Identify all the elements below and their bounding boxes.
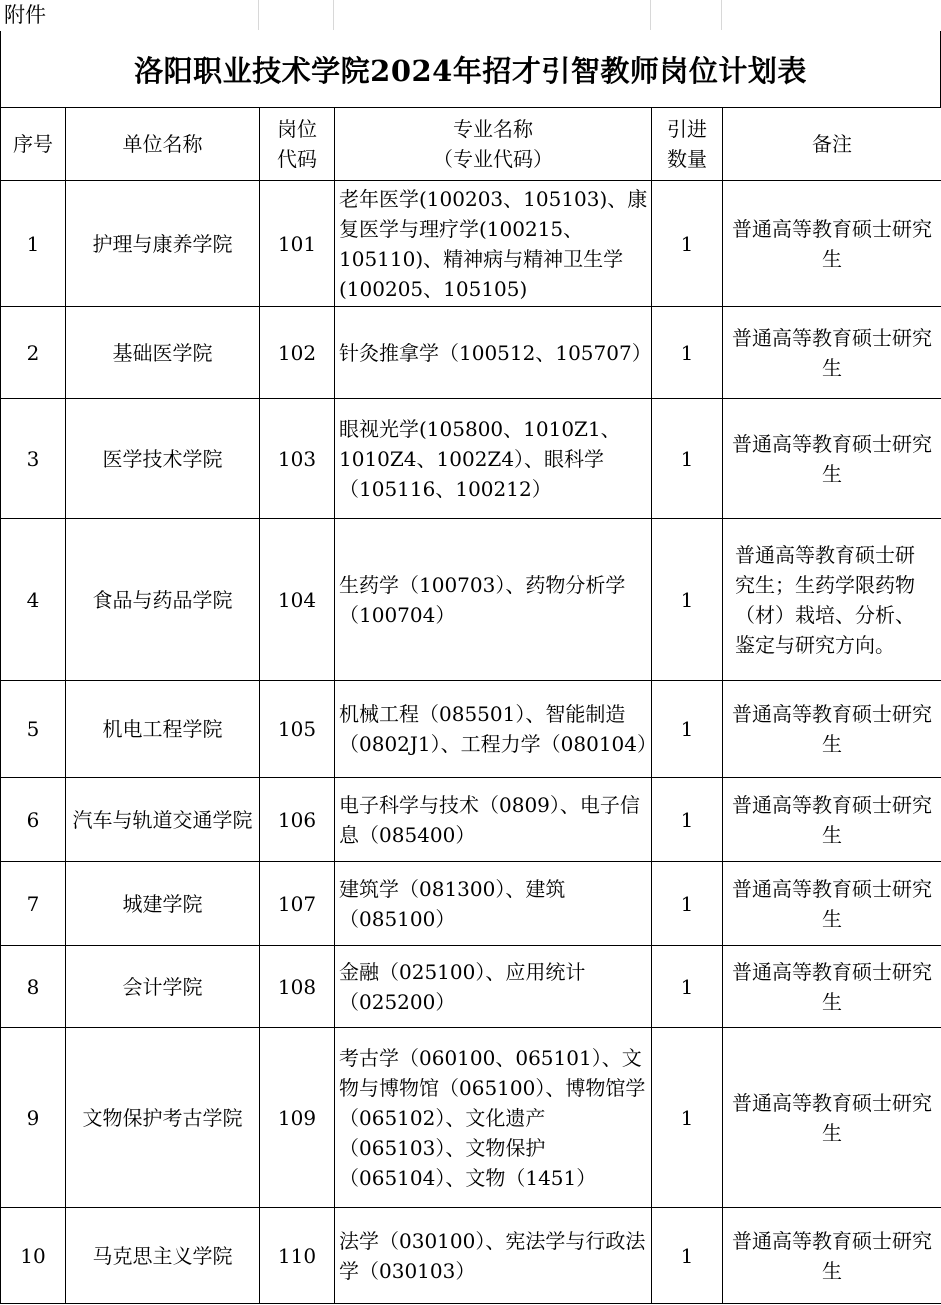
table-row — [1, 181, 941, 307]
cell-count: 1 — [652, 778, 723, 862]
cell-count: 1 — [652, 519, 723, 681]
cell-seq: 2 — [1, 307, 66, 399]
table-row — [1, 1028, 941, 1208]
cell-count: 1 — [652, 946, 723, 1028]
table-row — [1, 778, 941, 862]
cell-count: 1 — [652, 681, 723, 778]
cell-note: 普通高等教育硕士研究生 — [723, 1028, 941, 1208]
grid-cell — [651, 0, 722, 30]
header-seq: 序号 — [1, 108, 66, 181]
cell-count: 1 — [652, 862, 723, 946]
cell-unit: 基础医学院 — [66, 307, 260, 399]
cell-major: 机械工程（085501）、智能制造（0802J1）、工程力学（080104） — [335, 681, 652, 778]
cell-unit: 汽车与轨道交通学院 — [66, 778, 260, 862]
cell-unit: 城建学院 — [66, 862, 260, 946]
cell-note: 普通高等教育硕士研究生 — [723, 399, 941, 519]
table-row — [1, 681, 941, 778]
cell-seq: 7 — [1, 862, 66, 946]
cell-count: 1 — [652, 399, 723, 519]
cell-seq: 5 — [1, 681, 66, 778]
header-row — [1, 108, 941, 181]
cell-seq: 9 — [1, 1028, 66, 1208]
cell-major: 电子科学与技术（0809）、电子信息（085400） — [335, 778, 652, 862]
cell-note: 普通高等教育硕士研究生；生药学限药物（材）栽培、分析、鉴定与研究方向。 — [723, 519, 941, 681]
cell-major: 法学（030100）、宪法学与行政法学（030103） — [335, 1208, 652, 1304]
cell-major: 眼视光学(105800、1010Z1、1010Z4、1002Z4）、眼科学（105116、100212） — [335, 399, 652, 519]
cell-code: 104 — [260, 519, 335, 681]
page-title: 洛阳职业技术学院2024年招才引智教师岗位计划表 — [134, 53, 807, 88]
table-row — [1, 946, 941, 1028]
cell-note: 普通高等教育硕士研究生 — [723, 307, 941, 399]
cell-seq: 8 — [1, 946, 66, 1028]
cell-major: 针灸推拿学（100512、105707） — [335, 307, 652, 399]
cell-note: 普通高等教育硕士研究生 — [723, 181, 941, 307]
cell-seq: 10 — [1, 1208, 66, 1304]
cell-note: 普通高等教育硕士研究生 — [723, 778, 941, 862]
position-plan-table — [0, 107, 941, 1304]
cell-note: 普通高等教育硕士研究生 — [723, 681, 941, 778]
header-major: 专业名称 （专业代码） — [335, 108, 652, 181]
cell-count: 1 — [652, 181, 723, 307]
cell-major: 建筑学（081300）、建筑（085100） — [335, 862, 652, 946]
header-code: 岗位 代码 — [260, 108, 335, 181]
cell-code: 101 — [260, 181, 335, 307]
cell-major: 考古学（060100、065101）、文物与博物馆（065100）、博物馆学（065102）、文化遗产（065103）、文物保护（065104）、文物（1451） — [335, 1028, 652, 1208]
cell-code: 110 — [260, 1208, 335, 1304]
cell-code: 108 — [260, 946, 335, 1028]
cell-major: 生药学（100703）、药物分析学（100704） — [335, 519, 652, 681]
cell-count: 1 — [652, 1208, 723, 1304]
table-row — [1, 519, 941, 681]
cell-unit: 马克思主义学院 — [66, 1208, 260, 1304]
cell-major: 老年医学(100203、105103)、康复医学与理疗学(100215、105110)、精神病与精神卫生学(100205、105105) — [335, 181, 652, 307]
cell-count: 1 — [652, 1028, 723, 1208]
cell-code: 106 — [260, 778, 335, 862]
table-row — [1, 307, 941, 399]
cell-note: 普通高等教育硕士研究生 — [723, 946, 941, 1028]
table-row — [1, 862, 941, 946]
header-unit: 单位名称 — [66, 108, 260, 181]
cell-note: 普通高等教育硕士研究生 — [723, 862, 941, 946]
cell-seq: 4 — [1, 519, 66, 681]
cell-code: 107 — [260, 862, 335, 946]
title-box — [0, 31, 941, 107]
attachment-label: 附件 — [4, 3, 46, 27]
cell-count: 1 — [652, 307, 723, 399]
cell-code: 102 — [260, 307, 335, 399]
cell-unit: 食品与药品学院 — [66, 519, 260, 681]
cell-code: 109 — [260, 1028, 335, 1208]
cell-unit: 机电工程学院 — [66, 681, 260, 778]
cell-unit: 文物保护考古学院 — [66, 1028, 260, 1208]
grid-cell — [259, 0, 334, 30]
cell-code: 105 — [260, 681, 335, 778]
header-note: 备注 — [723, 108, 941, 181]
cell-code: 103 — [260, 399, 335, 519]
table-row — [1, 1208, 941, 1304]
cell-note: 普通高等教育硕士研究生 — [723, 1208, 941, 1304]
spreadsheet-top-strip — [0, 0, 941, 30]
header-count: 引进 数量 — [652, 108, 723, 181]
cell-seq: 6 — [1, 778, 66, 862]
cell-seq: 1 — [1, 181, 66, 307]
cell-seq: 3 — [1, 399, 66, 519]
cell-unit: 医学技术学院 — [66, 399, 260, 519]
cell-major: 金融（025100）、应用统计（025200） — [335, 946, 652, 1028]
grid-cell — [334, 0, 651, 30]
cell-unit: 护理与康养学院 — [66, 181, 260, 307]
table-row — [1, 399, 941, 519]
cell-unit: 会计学院 — [66, 946, 260, 1028]
